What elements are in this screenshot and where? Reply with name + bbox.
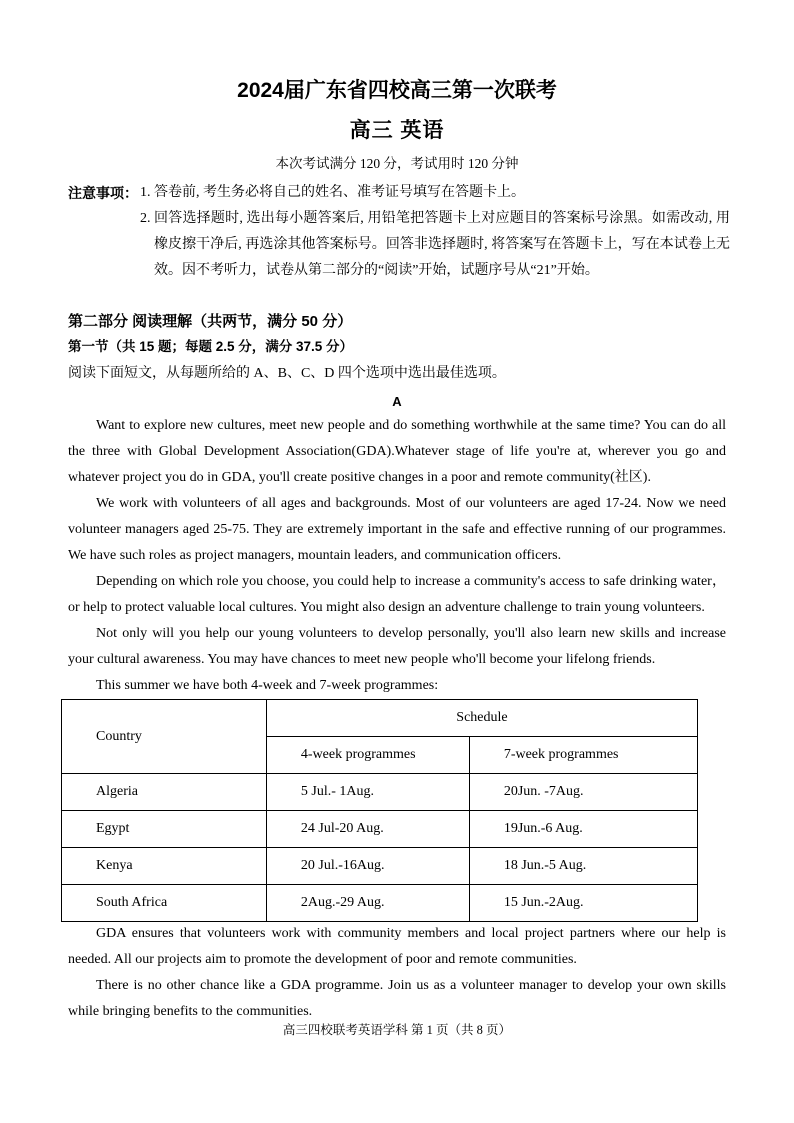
country-cell: South Africa <box>62 885 267 922</box>
passage-paragraph: There is no other chance like a GDA programme. Join us as a volunteer manager to develop your own skills while bringing benefits to the communities. <box>68 978 726 1019</box>
section-title: 第一节（共 15 题；每题 2.5 分，满分 37.5 分） <box>68 339 354 354</box>
passage-paragraph: We work with volunteers of all ages and backgrounds. Most of our volunteers are aged 17-24. Now we need volunteer managers aged 25-75. They are extremely important in the safe and effective running of our programmes. We have such roles as project managers, mountain leaders, and communication officers. <box>68 496 726 563</box>
seven-week-cell: 15 Jun.-2Aug. <box>469 885 697 922</box>
exam-title: 2024届广东省四校高三第一次联考 <box>237 79 557 102</box>
four-week-cell: 2Aug.-29 Aug. <box>266 885 469 922</box>
passage-paragraph: Not only will you help our young volunteers to develop personally, you'll also learn new skills and increase your cultural awareness. You may have chances to meet new people who'll become your lifelong friends. <box>68 626 726 667</box>
four-week-cell: 5 Jul.- 1Aug. <box>266 774 469 811</box>
part-title: 第二部分 阅读理解（共两节，满分 50 分） <box>68 313 353 330</box>
passage-paragraph: Depending on which role you choose, you could help to increase a community's access to safe drinking water，or help to protect valuable local cultures. You might also design an adventure challenge to train young volunteers. <box>68 574 726 615</box>
seven-week-cell: 18 Jun.-5 Aug. <box>469 848 697 885</box>
page-footer: 高三四校联考英语学科 第 1 页（共 8 页） <box>282 1023 512 1037</box>
country-cell: Algeria <box>62 774 267 811</box>
seven-week-cell: 20Jun. -7Aug. <box>469 774 697 811</box>
country-cell: Kenya <box>62 848 267 885</box>
four-week-cell: 20 Jul.-16Aug. <box>266 848 469 885</box>
exam-info: 本次考试满分 120 分，考试用时 120 分钟 <box>275 156 519 171</box>
country-header: Country <box>62 700 267 774</box>
table-header-row <box>62 700 698 737</box>
col-7week-header: 7-week programmes <box>469 737 697 774</box>
table-row <box>62 848 698 885</box>
table-row <box>62 811 698 848</box>
country-cell: Egypt <box>62 811 267 848</box>
schedule-header: Schedule <box>266 700 697 737</box>
note-text: 回答选择题时, 选出每小题答案后, 用铅笔把答题卡上对应题目的答案标号涂黑。如需改动, 用橡皮擦干净后, 再选涂其他答案标号。回答非选择题时, 将答案写在答题卡上，写在本试卷上无效。因不考听力，试卷从第二部分的“阅读”开始，试题序号从“21”开始。 <box>154 211 730 278</box>
passage-paragraph: GDA ensures that volunteers work with community members and local project partners where our help is needed. All our projects aim to promote the development of poor and remote communities. <box>68 926 726 967</box>
table-row <box>62 885 698 922</box>
passage-label: A <box>392 394 402 409</box>
section-instruction: 阅读下面短文，从每题所给的 A、B、C、D 四个选项中选出最佳选项。 <box>68 366 506 381</box>
exam-subtitle: 高三 英语 <box>349 119 445 142</box>
note-item <box>140 206 730 284</box>
table-row <box>62 774 698 811</box>
note-number: 2. <box>140 211 151 226</box>
passage-paragraph: Want to explore new cultures, meet new people and do something worthwhile at the same time? You can do all the three with Global Development Association(GDA).Whatever stage of life you're at, wherever you go and whatever project you do in GDA, you'll create positive changes in a poor and remote community(社区). <box>68 418 726 485</box>
seven-week-cell: 19Jun.-6 Aug. <box>469 811 697 848</box>
notes-label: 注意事项： <box>68 185 138 201</box>
passage-paragraph: This summer we have both 4-week and 7-week programmes: <box>96 678 439 693</box>
note-item: 1. 答卷前, 考生务必将自己的姓名、准考证号填写在答题卡上。 <box>140 185 525 200</box>
schedule-table <box>61 699 698 922</box>
col-4week-header: 4-week programmes <box>266 737 469 774</box>
four-week-cell: 24 Jul-20 Aug. <box>266 811 469 848</box>
